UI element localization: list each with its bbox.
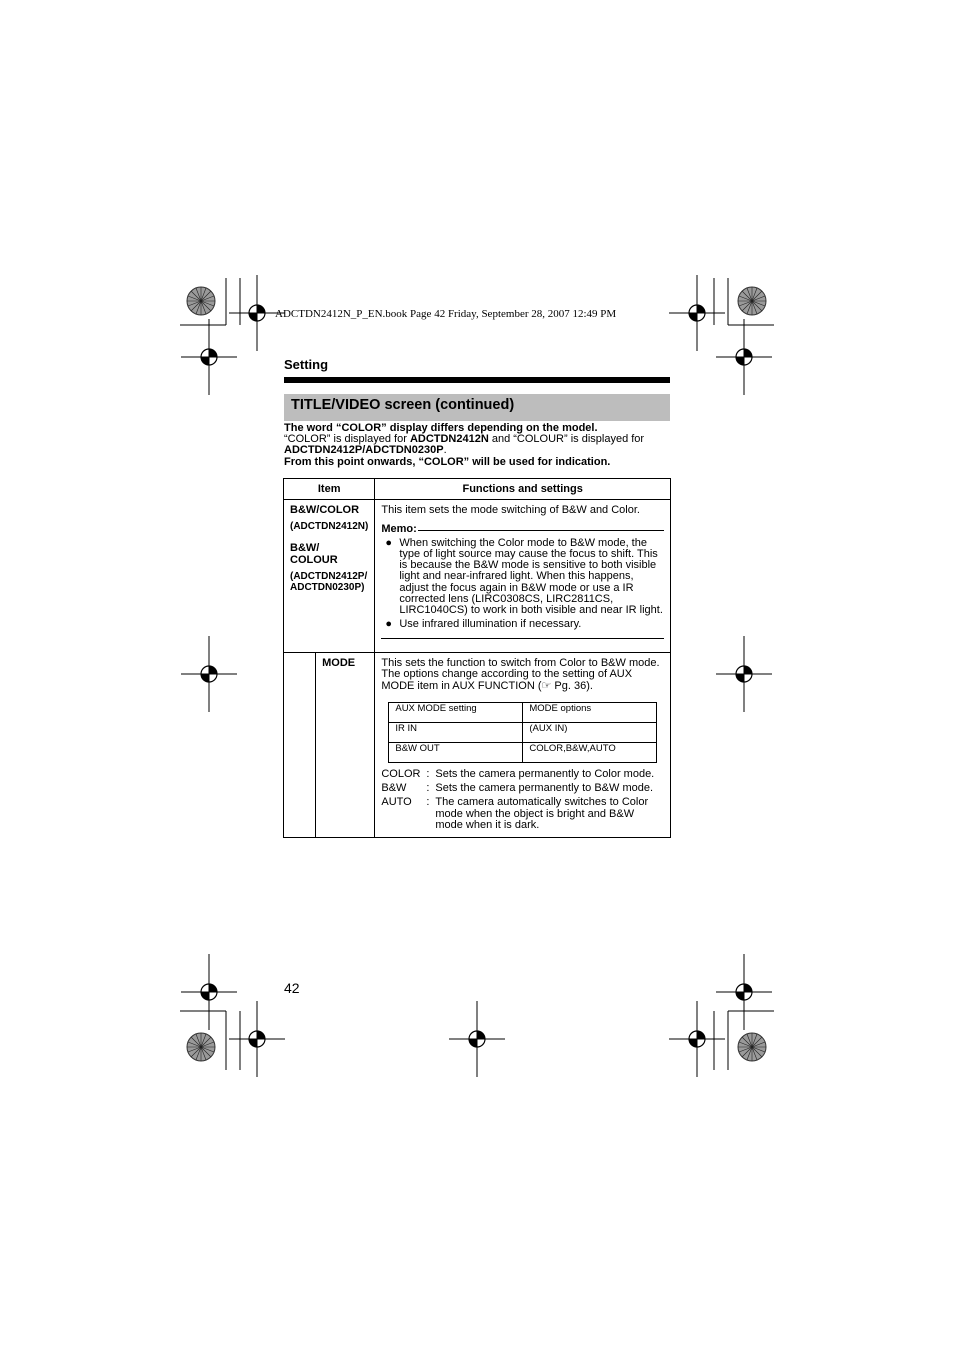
page-number: 42	[284, 980, 300, 996]
intro-line-3-end: .	[443, 444, 447, 457]
item-model: ADCTDN0230P)	[290, 582, 365, 593]
option-text: Sets the camera permanently to B&W mode.	[435, 782, 654, 795]
table-header-row	[284, 479, 671, 500]
functions-mode	[375, 653, 671, 838]
section-rule	[284, 377, 670, 383]
intro-line-2a: “COLOR” is displayed for	[284, 433, 410, 446]
option-sep: :	[426, 782, 430, 795]
aux-header-options: MODE options	[523, 702, 657, 722]
option-sep: :	[426, 796, 430, 809]
table-row	[389, 702, 657, 722]
memo-box	[381, 524, 664, 639]
settings-table	[283, 478, 671, 838]
item-name: MODE	[322, 657, 356, 669]
option-key: B&W	[381, 782, 407, 795]
item-bw-color	[284, 500, 375, 653]
list-item	[381, 619, 664, 630]
option-key: COLOR	[381, 767, 421, 780]
aux-setting: B&W OUT	[389, 742, 523, 762]
header-functions: Functions and settings	[375, 479, 671, 500]
list-item	[381, 783, 664, 794]
aux-options: COLOR,B&W,AUTO	[523, 742, 657, 762]
table-row	[284, 653, 671, 838]
page-title: TITLE/VIDEO screen (continued)	[284, 394, 670, 421]
item-description: This sets the function to switch from Color to B&W mode. The options change according to the setting of AUX MODE item in AUX FUNCTION (☞ Pg. 36).	[381, 657, 660, 692]
item-name: COLOUR	[290, 554, 338, 566]
table-row	[389, 722, 657, 742]
intro-models: ADCTDN2412P/ADCTDN0230P	[284, 444, 444, 457]
memo-text: When switching the Color mode to B&W mode, the type of light source may cause the focus to shift. This is because the B&W mode is sensitive to both visible light and near-infrared light. When this happens, adjust the focus again in B&W mode or use a IR corrected lens (LIRC0308CS, LIRC2811CS, LIRC1040CS) to work in both visible and near IR light.	[399, 536, 663, 617]
item-description: This item sets the mode switching of B&W and Color.	[381, 504, 640, 516]
item-mode	[316, 653, 375, 838]
header-item: Item	[284, 479, 375, 500]
list-item	[381, 797, 664, 831]
option-sep: :	[426, 767, 430, 780]
item-model: (ADCTDN2412N)	[290, 521, 369, 532]
aux-mode-table	[388, 702, 657, 763]
table-row	[389, 742, 657, 762]
functions-bw-color	[375, 500, 671, 653]
option-key: AUTO	[381, 796, 412, 809]
bullet-icon: ●	[385, 536, 393, 549]
option-text: Sets the camera permanently to Color mode.	[435, 767, 655, 780]
intro-line-2b: and “COLOUR” is displayed for	[488, 433, 645, 446]
item-model: (ADCTDN2412P/	[290, 571, 368, 582]
aux-header-setting: AUX MODE setting	[389, 702, 523, 722]
memo-text: Use infrared illumination if necessary.	[399, 617, 582, 630]
intro-line-1: The word “COLOR” display differs depending on the model.	[284, 422, 598, 434]
list-item	[381, 538, 664, 617]
intro-note	[284, 423, 674, 468]
memo-label: Memo:	[381, 523, 417, 536]
option-text: The camera automatically switches to Color mode when the object is bright and B&W mode when it is dark.	[435, 796, 649, 832]
list-item	[381, 769, 664, 780]
table-row	[284, 500, 671, 653]
section-label: Setting	[284, 357, 329, 372]
intro-model-1: ADCTDN2412N	[409, 433, 489, 446]
item-name: B&W/COLOR	[290, 504, 360, 516]
aux-setting: IR IN	[389, 722, 523, 742]
bullet-icon: ●	[385, 617, 393, 630]
file-info-header: ADCTDN2412N_P_EN.book Page 42 Friday, September 28, 2007 12:49 PM	[275, 308, 617, 320]
aux-options: (AUX IN)	[523, 722, 657, 742]
intro-line-4: From this point onwards, “COLOR” will be used for indication.	[284, 455, 611, 468]
indent-cell	[284, 653, 316, 838]
item-name: B&W/	[290, 542, 320, 554]
